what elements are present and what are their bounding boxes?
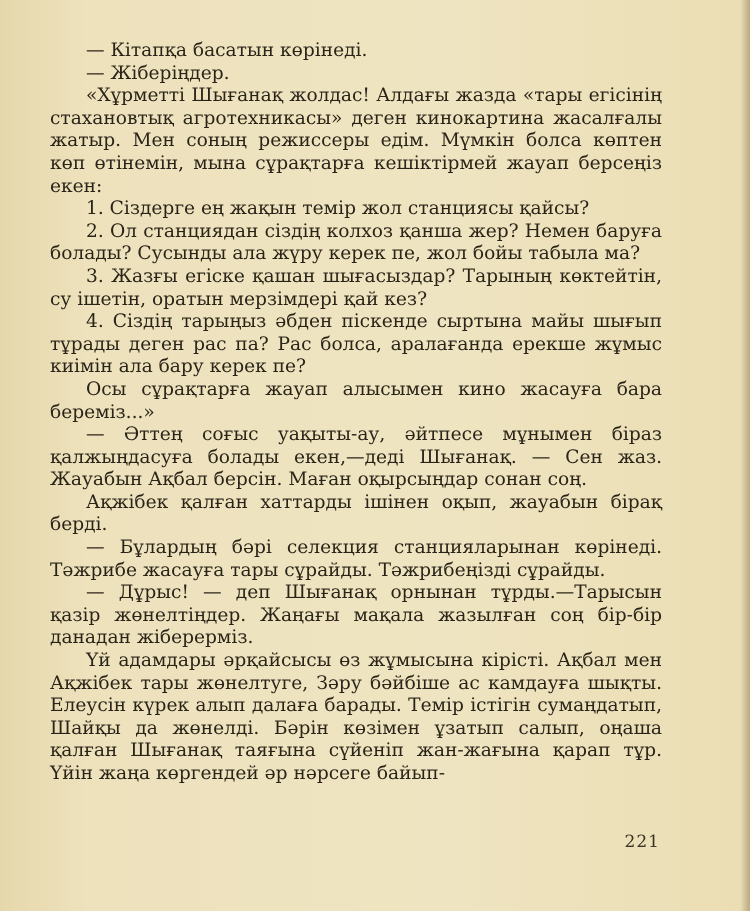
- paragraph: «Хұрметті Шығанақ жолдас! Алдағы жазда «тары егісінің стахановтық агротехникасы» деген кинокартина жасалғалы жатыр. Мен соның режиссеры едім. Мүмкін болса көптен көп өтінемін, мына сұрақтарға кешіктірмей жауап берсеңіз екен:: [50, 85, 662, 197]
- paragraph: Ақжібек қалған хаттарды ішінен оқып, жауабын бірақ берді.: [50, 491, 662, 536]
- paragraph: Үй адамдары әрқайсысы өз жұмысына кірісті. Ақбал мен Ақжібек тары жөнелтуге, Зәру бәйбіше ас камдауға шықты. Елеусін күрек алып далаға барады. Темір істігін сумаңдатып, Шайқы да жөнелді. Бәрін көзімен ұзатып салып, оңаша қалған Шығанақ таяғына сүйеніп жан-жағына қарап тұр. Үйін жаңа көргендей әр нәрсеге байып-: [50, 650, 662, 784]
- paragraph: 2. Ол станциядан сіздің колхоз қанша жер? Немен баруға болады? Сусынды ала жүру керек пе, жол бойы табыла ма?: [50, 220, 662, 265]
- page-number: 221: [624, 832, 660, 852]
- page-text: [50, 40, 662, 786]
- paragraph: Осы сұрақтарға жауап алысымен кино жасауға бара беремiз...»: [50, 378, 662, 423]
- paragraph: 3. Жазғы егіске қашан шығасыздар? Тарының көктейтін, су ішетін, оратын мерзімдері қай кез?: [50, 265, 662, 310]
- paragraph: 4. Сіздің тарыңыз әбден піскенде сыртына майы шығып тұрады деген рас па? Рас болса, аралағанда ерекше жұмыс киімін ала бару керек пе?: [50, 311, 662, 378]
- paragraph: — Кітапқа басатын көрінеді.: [86, 40, 368, 61]
- paragraph: — Әттең соғыс уақыты-ау, әйтпесе мұнымен біраз қалжыңдасуға болады екен,—деді Шығанақ. — Сен жаз. Жауабын Ақбал берсін. Маған оқырсыңдар сонан соң.: [50, 424, 662, 491]
- paragraph: — Дұрыс! — деп Шығанақ орнынан тұрды.—Тарысын қазір жөнелтіңдер. Жаңағы мақала жазылған соң бір-бір данадан жіберерміз.: [50, 582, 662, 649]
- paragraph: — Жіберіңдер.: [86, 62, 230, 84]
- page-edge-shadow: [740, 0, 750, 911]
- paragraph: 1. Сіздерге ең жақын темір жол станциясы қайсы?: [86, 198, 590, 220]
- paragraph: — Бұлардың бәрі селекция станцияларынан көрінеді. Тәжрибе жасауға тары сұрайды. Тәжрибеңізді сұрайды.: [50, 537, 662, 581]
